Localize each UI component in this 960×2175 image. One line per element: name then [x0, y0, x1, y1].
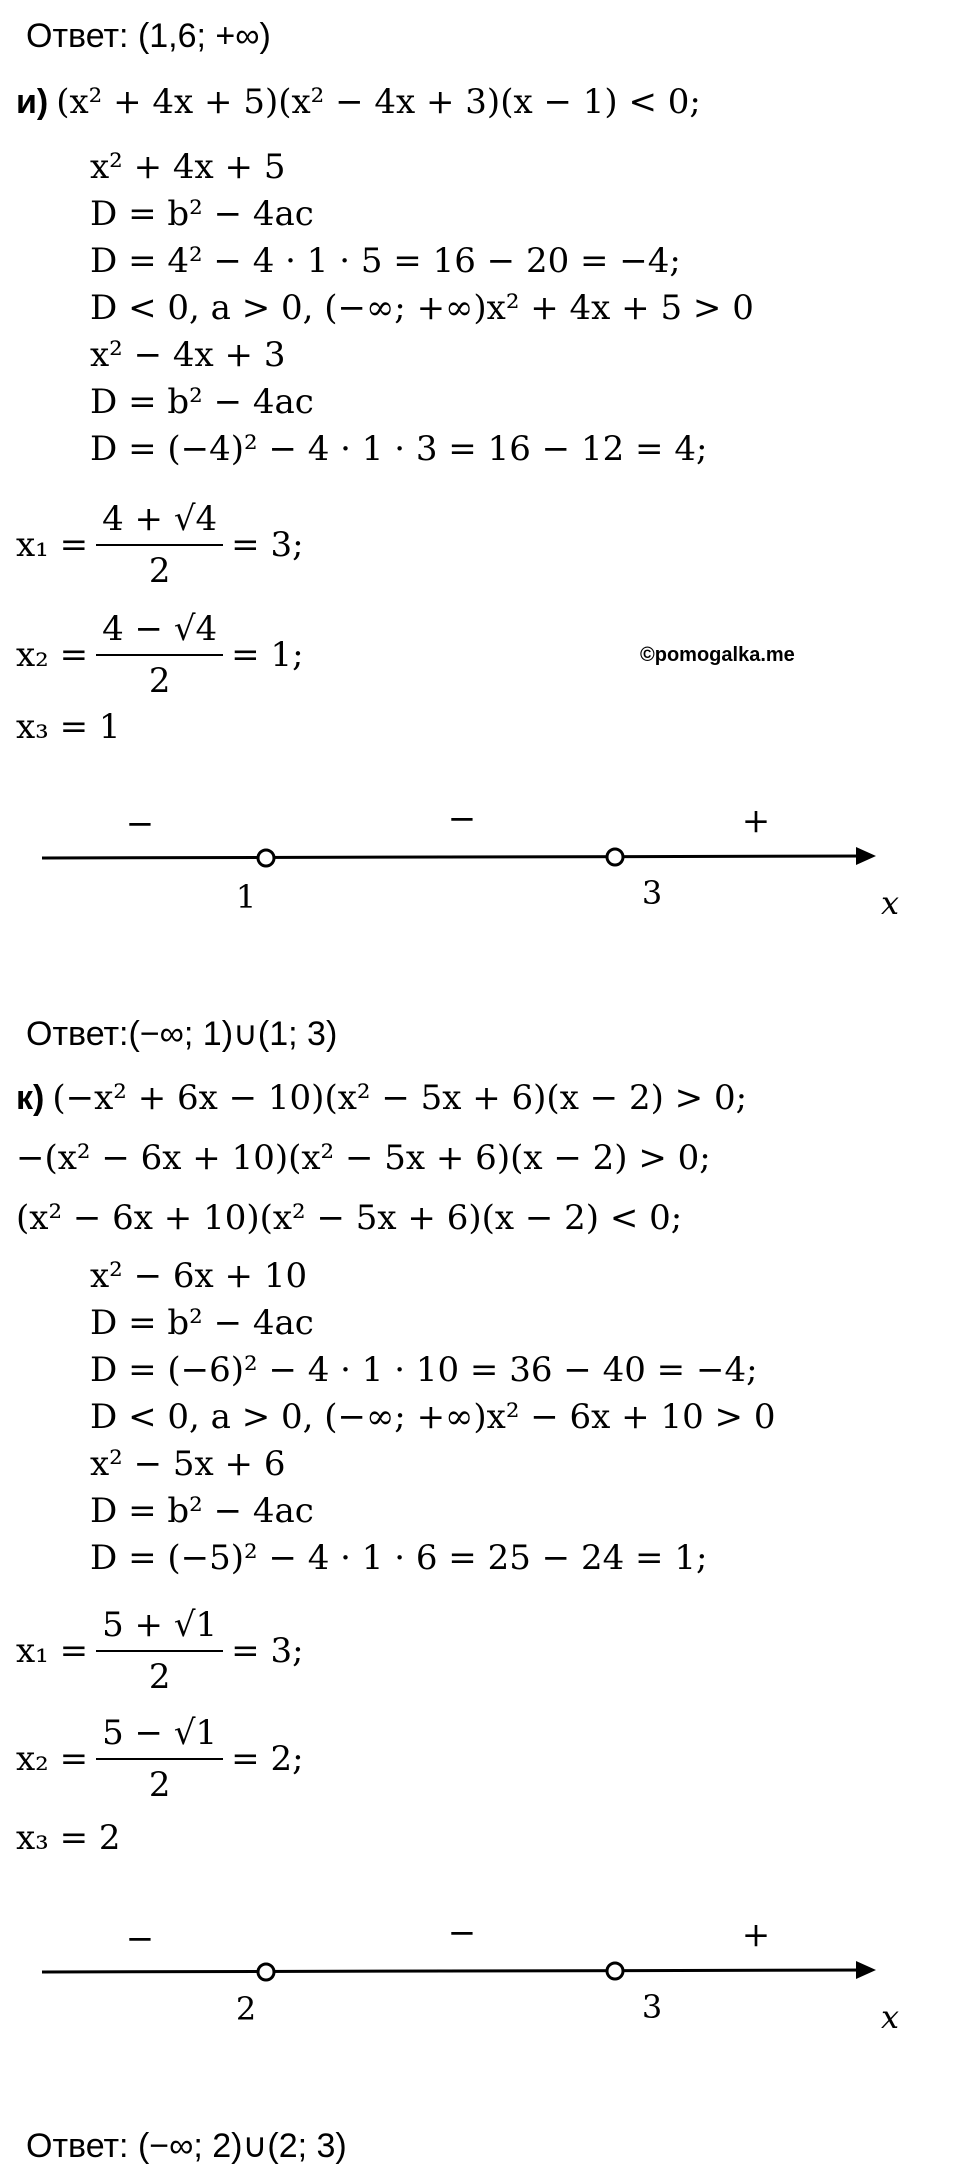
- part-i-inequality-text: (x² + 4x + 5)(x² − 4x + 3)(x − 1) < 0;: [56, 82, 701, 122]
- part-k-answer: Ответ: (−∞; 2)∪(2; 3): [26, 2127, 347, 2165]
- root-lhs: x₁ =: [16, 1631, 89, 1671]
- interval-sign: +: [741, 801, 771, 841]
- axis-label: x: [880, 1998, 900, 2036]
- interval-sign: +: [741, 1915, 771, 1955]
- part-k-inequality-text: (−x² + 6x − 10)(x² − 5x + 6)(x − 2) > 0;: [52, 1078, 748, 1118]
- open-point: [258, 1964, 274, 1980]
- part-k-line: (x² − 6x + 10)(x² − 5x + 6)(x − 2) < 0;: [16, 1198, 683, 1238]
- part-i-inequality: [16, 80, 701, 124]
- part-i-root-x1: [16, 490, 304, 600]
- part-k-number-line: [0, 1904, 960, 2054]
- root-rhs: = 1;: [231, 635, 304, 675]
- watermark: ©pomogalka.me: [640, 644, 795, 666]
- fraction-numerator: 5 − √1: [102, 1713, 218, 1753]
- point-label: 2: [235, 1990, 257, 2028]
- part-i-step: x² − 4x + 3: [90, 335, 286, 375]
- interval-sign: −: [125, 1919, 155, 1959]
- part-k-step: D = b² − 4ac: [90, 1491, 314, 1531]
- fraction-denominator: 2: [96, 654, 223, 702]
- axis-line: [42, 856, 872, 858]
- fraction: [96, 498, 223, 592]
- part-k-step: x² − 5x + 6: [90, 1444, 286, 1484]
- interval-sign: −: [447, 1913, 477, 1953]
- fraction-numerator: 5 + √1: [102, 1605, 218, 1645]
- fraction-numerator: 4 + √4: [102, 499, 218, 539]
- open-point: [258, 850, 274, 866]
- part-k-step: D = (−6)² − 4 · 1 · 10 = 36 − 40 = −4;: [90, 1350, 758, 1390]
- root-rhs: = 2;: [231, 1739, 304, 1779]
- root-rhs: = 3;: [231, 1631, 304, 1671]
- part-k-step: D = b² − 4ac: [90, 1303, 314, 1343]
- part-i-root-x2: [16, 600, 304, 710]
- fraction-numerator: 4 − √4: [102, 609, 218, 649]
- part-i-label: и): [16, 83, 49, 121]
- root-lhs: x₂ =: [16, 1739, 89, 1779]
- point-label: 3: [641, 1988, 663, 2026]
- fraction: [96, 608, 223, 702]
- interval-sign: −: [125, 804, 155, 844]
- part-i-answer: Ответ:(−∞; 1)∪(1; 3): [26, 1015, 338, 1053]
- axis-arrow-icon: [856, 1961, 876, 1979]
- fraction-denominator: 2: [96, 544, 223, 592]
- part-i-step: D = (−4)² − 4 · 1 · 3 = 16 − 12 = 4;: [90, 429, 708, 469]
- part-i-step: D = b² − 4ac: [90, 382, 314, 422]
- part-i-x3: x₃ = 1: [16, 707, 121, 747]
- part-k-label: к): [16, 1079, 45, 1117]
- part-k-root-x1: [16, 1596, 304, 1706]
- open-point: [607, 1963, 623, 1979]
- part-k-inequality: [16, 1076, 747, 1120]
- axis-label: x: [880, 884, 900, 922]
- open-point: [607, 849, 623, 865]
- part-i-number-line: [0, 790, 960, 940]
- part-i-step: D < 0, a > 0, (−∞; +∞)x² + 4x + 5 > 0: [90, 288, 754, 328]
- part-k-x3: x₃ = 2: [16, 1818, 121, 1858]
- part-k-step: D < 0, a > 0, (−∞; +∞)x² − 6x + 10 > 0: [90, 1397, 776, 1437]
- fraction: [96, 1712, 223, 1806]
- part-k-step: D = (−5)² − 4 · 1 · 6 = 25 − 24 = 1;: [90, 1538, 708, 1578]
- point-label: 3: [641, 874, 663, 912]
- part-i-step: D = 4² − 4 · 1 · 5 = 16 − 20 = −4;: [90, 241, 681, 281]
- fraction-denominator: 2: [96, 1758, 223, 1806]
- root-rhs: = 3;: [231, 525, 304, 565]
- axis-line: [42, 1970, 872, 1972]
- root-lhs: x₂ =: [16, 635, 89, 675]
- fraction-denominator: 2: [96, 1650, 223, 1698]
- part-k-line: −(x² − 6x + 10)(x² − 5x + 6)(x − 2) > 0;: [16, 1138, 711, 1178]
- part-i-step: D = b² − 4ac: [90, 194, 314, 234]
- point-label: 1: [235, 878, 257, 916]
- fraction: [96, 1604, 223, 1698]
- axis-arrow-icon: [856, 847, 876, 865]
- part-k-root-x2: [16, 1704, 304, 1814]
- part-k-step: x² − 6x + 10: [90, 1256, 308, 1296]
- interval-sign: −: [447, 799, 477, 839]
- root-lhs: x₁ =: [16, 525, 89, 565]
- part-i-step: x² + 4x + 5: [90, 147, 286, 187]
- previous-answer: Ответ: (1,6; +∞): [26, 17, 271, 55]
